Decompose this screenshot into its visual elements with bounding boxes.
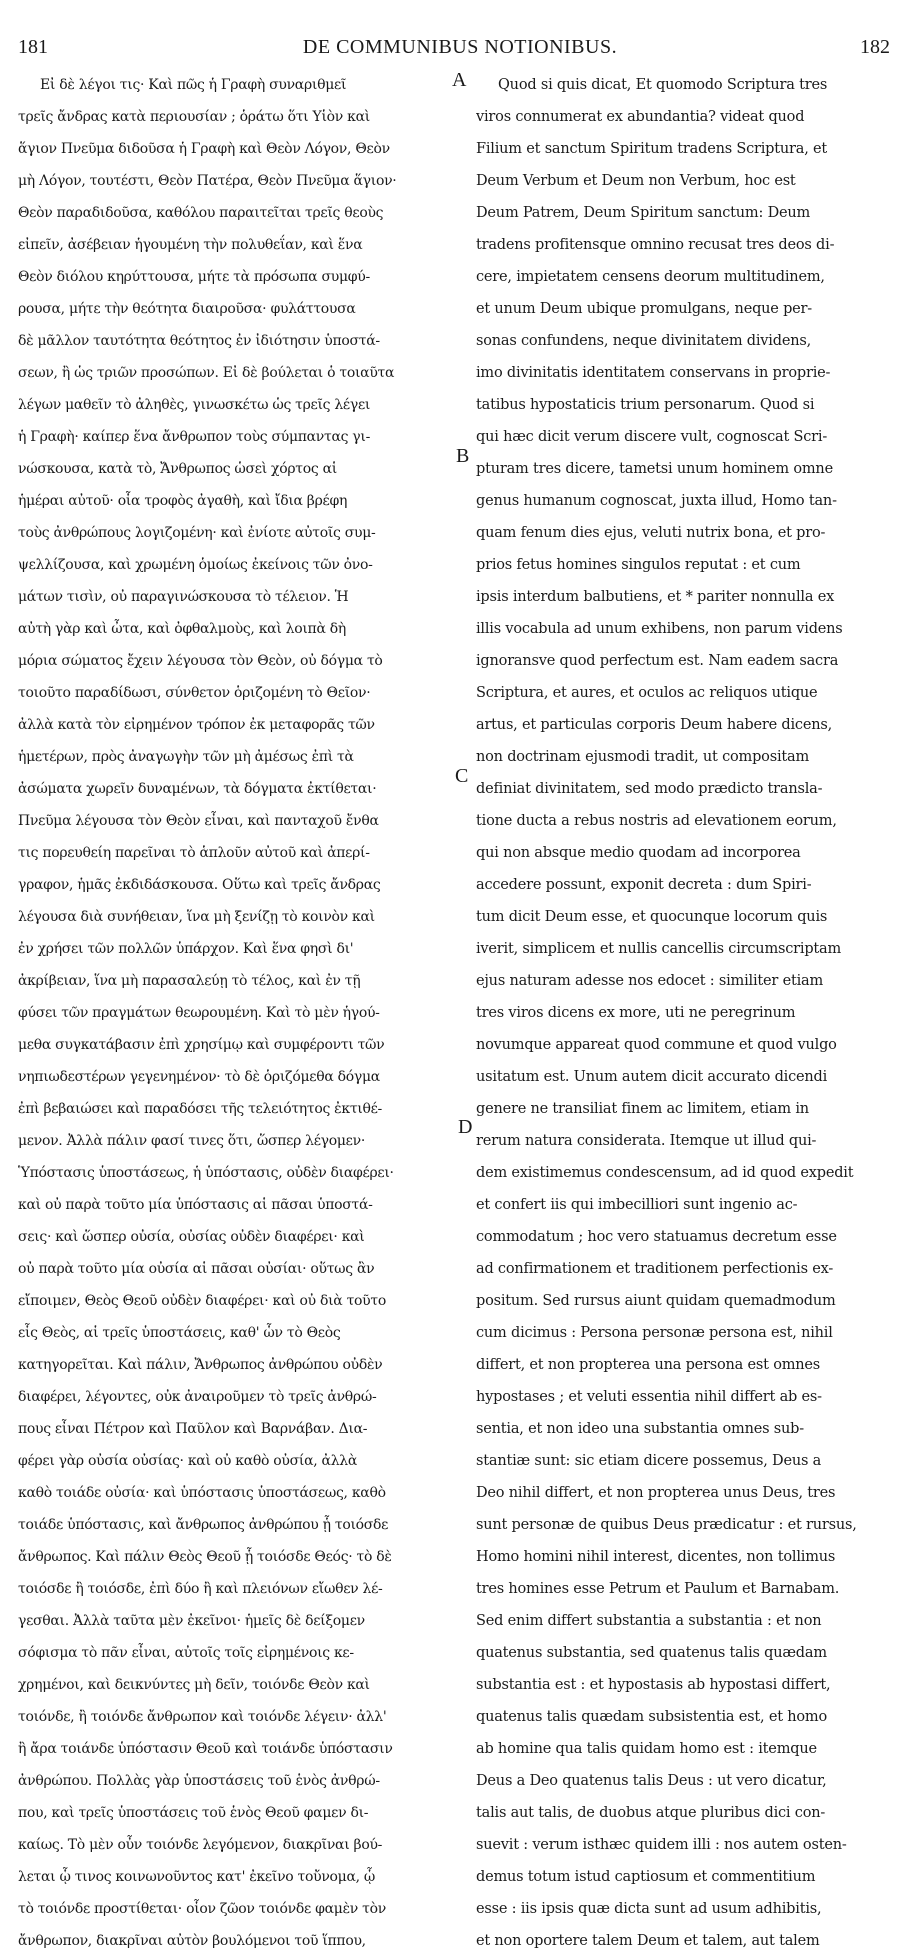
running-title: DE COMMUNIBUS NOTIONIBUS. [302,36,618,58]
text-line: differt, et non propterea una persona est omnes [476,1357,821,1373]
text-line: που, καὶ τρεῖς ὑποστάσεις τοῦ ἑνὸς Θεοῦ φαμεν δι- [18,1805,369,1821]
text-line: accedere possunt, exponit decreta : dum Spiri- [476,877,812,893]
text-line: τοὺς ἀνθρώπους λογιζομένη· καὶ ἐνίοτε αὐτοῖς συμ- [18,525,376,541]
text-line: τοιόσδε ἢ τοιόσδε, ἐπὶ δύο ἢ καὶ πλειόνων εἴωθεν λέ- [18,1581,383,1597]
text-line: ἐπὶ βεβαιώσει καὶ παραδόσει τῆς τελειότητος ἐκτιθέ- [18,1101,382,1117]
section-marker-b: B [456,445,470,467]
text-line: genus humanum cognoscat, juxta illud, Homo tan- [476,493,837,509]
text-line: γεσθαι. Ἀλλὰ ταῦτα μὲν ἐκεῖνοι· ἡμεῖς δὲ δείξομεν [18,1613,365,1629]
text-line: Deo nihil differt, et non propterea unus Deus, tres [476,1485,836,1501]
text-line: δὲ μᾶλλον ταυτότητα θεότητος ἐν ἰδιότησιν ὑποστά- [18,333,380,349]
text-line: σόφισμα τὸ πᾶν εἶναι, αὐτοῖς τοῖς εἰρημένοις κε- [18,1645,354,1661]
text-line: μόρια σώματος ἔχειν λέγουσα τὸν Θεὸν, οὐ δόγμα τὸ [18,653,383,669]
text-line: commodatum ; hoc vero statuamus decretum esse [476,1229,837,1245]
text-line: ejus naturam adesse nos edocet : similiter etiam [476,973,824,989]
text-line: quam fenum dies ejus, veluti nutrix bona, et pro- [476,525,826,541]
latin-text-column [476,69,896,1957]
text-line: hypostases ; et veluti essentia nihil differt ab es- [476,1389,822,1405]
page-number-left: 181 [18,36,48,58]
text-line: artus, et particulas corporis Deum habere dicens, [476,717,833,733]
text-line: διαφέρει, λέγοντες, οὐκ ἀναιροῦμεν τὸ τρεῖς ἀνθρώ- [18,1389,377,1405]
text-line: Scriptura, et aures, et oculos ac reliquos utique [476,685,818,701]
text-line: τοιόνδε, ἢ τοιόνδε ἄνθρωπον καὶ τοιόνδε λέγειν· ἀλλ' [18,1709,387,1725]
text-line: ἡμέραι αὐτοῦ· οἷα τροφὸς ἀγαθὴ, καὶ ἴδια βρέφη [18,493,348,509]
text-line: ignoransve quod perfectum est. Nam eadem sacra [476,653,839,669]
text-line: μάτων τισὶν, οὐ παραγινώσκουσα τὸ τέλειον. Ἡ [18,589,349,605]
text-line: νώσκουσα, κατὰ τὸ, Ἄνθρωπος ὡσεὶ χόρτος αἱ [18,461,337,477]
text-line: πους εἶναι Πέτρον καὶ Παῦλον καὶ Βαρνάβαν. Δια- [18,1421,368,1437]
text-line: prios fetus homines singulos reputat : et cum [476,557,801,573]
text-line: Deus a Deo quatenus talis Deus : ut vero dicatur, [476,1773,827,1789]
text-line: pturam tres dicere, tametsi unum hominem omne [476,461,833,477]
text-line: νηπιωδεστέρων γεγενημένον· τὸ δὲ ὁριζόμεθα δόγμα [18,1069,380,1085]
text-line: cere, impietatem censens deorum multitudinem, [476,269,825,285]
text-line: μὴ Λόγον, τουτέστι, Θεὸν Πατέρα, Θεὸν Πνεῦμα ἅγιον· [18,173,397,189]
text-line: Εἰ δὲ λέγοι τις· Καὶ πῶς ἡ Γραφὴ συναριθμεῖ [40,77,347,93]
text-line: ἅγιον Πνεῦμα διδοῦσα ἡ Γραφὴ καὶ Θεὸν Λόγον, Θεὸν [18,141,390,157]
text-line: ab homine qua talis quidam homo est : itemque [476,1741,817,1757]
text-line: τοιάδε ὑπόστασις, καὶ ἄνθρωπος ἀνθρώπου ᾗ τοιόσδε [18,1517,389,1533]
text-line: ad confirmationem et traditionem perfectionis ex- [476,1261,834,1277]
text-line: Sed enim differt substantia a substantia : et non [476,1613,822,1629]
text-line: stantiæ sunt: sic etiam dicere possemus, Deus a [476,1453,822,1469]
text-line: ἐν χρήσει τῶν πολλῶν ὑπάρχον. Καὶ ἕνα φησὶ δι' [18,941,354,957]
text-line: viros connumerat ex abundantia? videat quod [476,109,805,125]
text-line: esse : iis ipsis quæ dicta sunt ad usum adhibitis, [476,1901,822,1917]
text-line: sonas confundens, neque divinitatem dividens, [476,333,811,349]
text-line: demus totum istud captiosum et commentitium [476,1869,816,1885]
text-line: Θεὸν διόλου κηρύττουσα, μήτε τὰ πρόσωπα συμφύ- [18,269,370,285]
text-line: ρουσα, μήτε τὴν θεότητα διαιροῦσα· φυλάττουσα [18,301,356,317]
text-line: cum dicimus : Persona personæ persona est, nihil [476,1325,833,1341]
text-line: et non oportere talem Deum et talem, aut talem [476,1933,820,1949]
greek-text-column [18,69,458,1957]
text-line: tres viros dicens ex more, uti ne peregrinum [476,1005,796,1021]
text-line: Θεὸν παραδιδοῦσα, καθόλου παραιτεῖται τρεῖς θεοὺς [18,205,384,221]
text-line: novumque appareat quod commune et quod vulgo [476,1037,837,1053]
text-line: iverit, simplicem et nullis cancellis circumscriptam [476,941,842,957]
section-marker-c: C [455,765,469,787]
text-line: λέγων μαθεῖν τὸ ἀληθὲς, γινωσκέτω ὡς τρεῖς λέγει [18,397,371,413]
text-line: εἴποιμεν, Θεὸς Θεοῦ οὐδὲν διαφέρει· καὶ οὐ διὰ τοῦτο [18,1293,386,1309]
text-line: non doctrinam ejusmodi tradit, ut compositam [476,749,810,765]
text-line: qui non absque medio quodam ad incorporea [476,845,801,861]
text-line: χρημένοι, καὶ δεικνύντες μὴ δεῖν, τοιόνδε Θεὸν καὶ [18,1677,370,1693]
text-line: αὐτὴ γὰρ καὶ ὦτα, καὶ ὀφθαλμοὺς, καὶ λοιπὰ δὴ [18,621,346,637]
text-line: qui hæc dicit verum discere vult, cognoscat Scri- [476,429,828,445]
text-line: imo divinitatis identitatem conservans in proprie- [476,365,831,381]
text-line: quatenus talis quædam subsistentia est, et homo [476,1709,828,1725]
text-line: σεις· καὶ ὥσπερ οὐσία, οὐσίας οὐδὲν διαφέρει· καὶ [18,1229,365,1245]
text-line: λεται ᾧ τινος κοινωνοῦντος κατ' ἐκεῖνο τοὔνομα, ᾧ [18,1869,376,1885]
text-line: ἀκρίβειαν, ἵνα μὴ παρασαλεύῃ τὸ τέλος, καὶ ἐν τῇ [18,973,361,989]
text-line: illis vocabula ad unum exhibens, non parum videns [476,621,843,637]
text-line: τρεῖς ἄνδρας κατὰ περιουσίαν ; ὁράτω ὅτι Υἱὸν καὶ [18,109,370,125]
text-line: γραφον, ἡμᾶς ἐκδιδάσκουσα. Οὕτω καὶ τρεῖς ἄνδρας [18,877,381,893]
text-line: dem existimemus condescensum, ad id quod expedit [476,1165,854,1181]
text-line: μενον. Ἀλλὰ πάλιν φασί τινες ὅτι, ὥσπερ λέγομεν· [18,1133,365,1149]
text-line: φύσει τῶν πραγμάτων θεωρουμένη. Καὶ τὸ μὲν ἡγού- [18,1005,380,1021]
text-line: λέγουσα διὰ συνήθειαν, ἵνα μὴ ξενίζῃ τὸ κοινὸν καὶ [18,909,375,925]
text-line: et confert iis qui imbecilliori sunt ingenio ac- [476,1197,798,1213]
text-line: ἀνθρώπου. Πολλὰς γὰρ ὑποστάσεις τοῦ ἑνὸς ἀνθρώ- [18,1773,380,1789]
text-line: ἄνθρωπον, διακρῖναι αὐτὸν βουλόμενοι τοῦ ἵππου, [18,1933,366,1949]
text-line: καὶ οὐ παρὰ τοῦτο μία ὑπόστασις αἱ πᾶσαι ὑποστά- [18,1197,373,1213]
text-line: rerum natura considerata. Itemque ut illud qui- [476,1133,817,1149]
text-line: suevit : verum isthæc quidem illi : nos autem osten- [476,1837,847,1853]
text-line: substantia est : et hypostasis ab hypostasi differt, [476,1677,831,1693]
text-line: tatibus hypostaticis trium personarum. Quod si [476,397,815,413]
running-header [0,36,920,66]
text-line: Deum Patrem, Deum Spiritum sanctum: Deum [476,205,811,221]
text-line: positum. Sed rursus aiunt quidam quemadmodum [476,1293,836,1309]
section-marker-d: D [458,1116,473,1138]
text-line: φέρει γὰρ οὐσία οὐσίας· καὶ οὐ καθὸ οὐσία, ἀλλὰ [18,1453,357,1469]
text-line: tradens profitensque omnino recusat tres deos di- [476,237,835,253]
text-line: quatenus substantia, sed quatenus talis quædam [476,1645,827,1661]
section-marker-a: A [452,69,467,91]
text-line: Πνεῦμα λέγουσα τὸν Θεὸν εἶναι, καὶ πανταχοῦ ἔνθα [18,813,379,829]
text-line: sentia, et non ideo una substantia omnes sub- [476,1421,804,1437]
text-line: ipsis interdum balbutiens, et * pariter nonnulla ex [476,589,835,605]
text-line: Homo homini nihil interest, dicentes, non tollimus [476,1549,836,1565]
text-line: κατηγορεῖται. Καὶ πάλιν, Ἄνθρωπος ἀνθρώπου οὐδὲν [18,1357,383,1373]
text-line: τις πορευθείη παρεῖναι τὸ ἁπλοῦν αὐτοῦ καὶ ἀπερί- [18,845,370,861]
text-line: καίως. Τὸ μὲν οὖν τοιόνδε λεγόμενον, διακρῖναι βού- [18,1837,383,1853]
page-number-right: 182 [860,36,890,58]
text-line: Ὑπόστασις ὑποστάσεως, ἡ ὑπόστασις, οὐδὲν διαφέρει· [18,1165,394,1181]
text-line: ἀσώματα χωρεῖν δυναμένων, τὰ δόγματα ἐκτίθεται· [18,781,377,797]
text-line: definiat divinitatem, sed modo prædicto transla- [476,781,823,797]
text-line: genere ne transiliat finem ac limitem, etiam in [476,1101,809,1117]
text-line: τοιοῦτο παραδίδωσι, σύνθετον ὁριζομένη τὸ Θεῖον· [18,685,371,701]
text-line: usitatum est. Unum autem dicit accurato dicendi [476,1069,828,1085]
text-line: καθὸ τοιάδε οὐσία· καὶ ὑπόστασις ὑποστάσεως, καθὸ [18,1485,386,1501]
text-line: σεων, ἢ ὡς τριῶν προσώπων. Εἰ δὲ βούλεται ὁ τοιαῦτα [18,365,395,381]
text-line: μεθα συγκατάβασιν ἐπὶ χρησίμῳ καὶ συμφέροντι τῶν [18,1037,385,1053]
text-line: ἡ Γραφὴ· καίπερ ἕνα ἄνθρωπον τοὺς σύμπαντας γι- [18,429,370,445]
text-line: οὐ παρὰ τοῦτο μία οὐσία αἱ πᾶσαι οὐσίαι· οὕτως ἂν [18,1261,375,1277]
text-line: talis aut talis, de duobus atque pluribus dici con- [476,1805,826,1821]
text-line: ἄνθρωπος. Καὶ πάλιν Θεὸς Θεοῦ ᾗ τοιόσδε Θεός· τὸ δὲ [18,1549,392,1565]
text-line: et unum Deum ubique promulgans, neque per- [476,301,812,317]
text-line: tum dicit Deum esse, et quocunque locorum quis [476,909,828,925]
text-line: εἷς Θεὸς, αἱ τρεῖς ὑποστάσεις, καθ' ὧν τὸ Θεὸς [18,1325,341,1341]
text-line: ἢ ἄρα τοιάνδε ὑπόστασιν Θεοῦ καὶ τοιάνδε ὑπόστασιν [18,1741,393,1757]
text-line: tione ducta a rebus nostris ad elevationem eorum, [476,813,837,829]
text-line: ἡμετέρων, πρὸς ἀναγωγὴν τῶν μὴ ἀμέσως ἐπὶ τὰ [18,749,354,765]
text-line: tres homines esse Petrum et Paulum et Barnabam. [476,1581,840,1597]
text-line: εἰπεῖν, ἀσέβειαν ἡγουμένη τὴν πολυθεΐαν, καὶ ἕνα [18,237,363,253]
text-line: τὸ τοιόνδε προστίθεται· οἷον ζῶον τοιόνδε φαμὲν τὸν [18,1901,386,1917]
text-line: sunt personæ de quibus Deus prædicatur : et rursus, [476,1517,857,1533]
text-line: Quod si quis dicat, Et quomodo Scriptura tres [498,77,828,93]
text-line: ἀλλὰ κατὰ τὸν εἰρημένον τρόπον ἐκ μεταφορᾶς τῶν [18,717,375,733]
text-line: ψελλίζουσα, καὶ χρωμένη ὁμοίως ἐκείνοις τῶν ὀνο- [18,557,373,573]
text-line: Filium et sanctum Spiritum tradens Scriptura, et [476,141,828,157]
text-line: Deum Verbum et Deum non Verbum, hoc est [476,173,796,189]
